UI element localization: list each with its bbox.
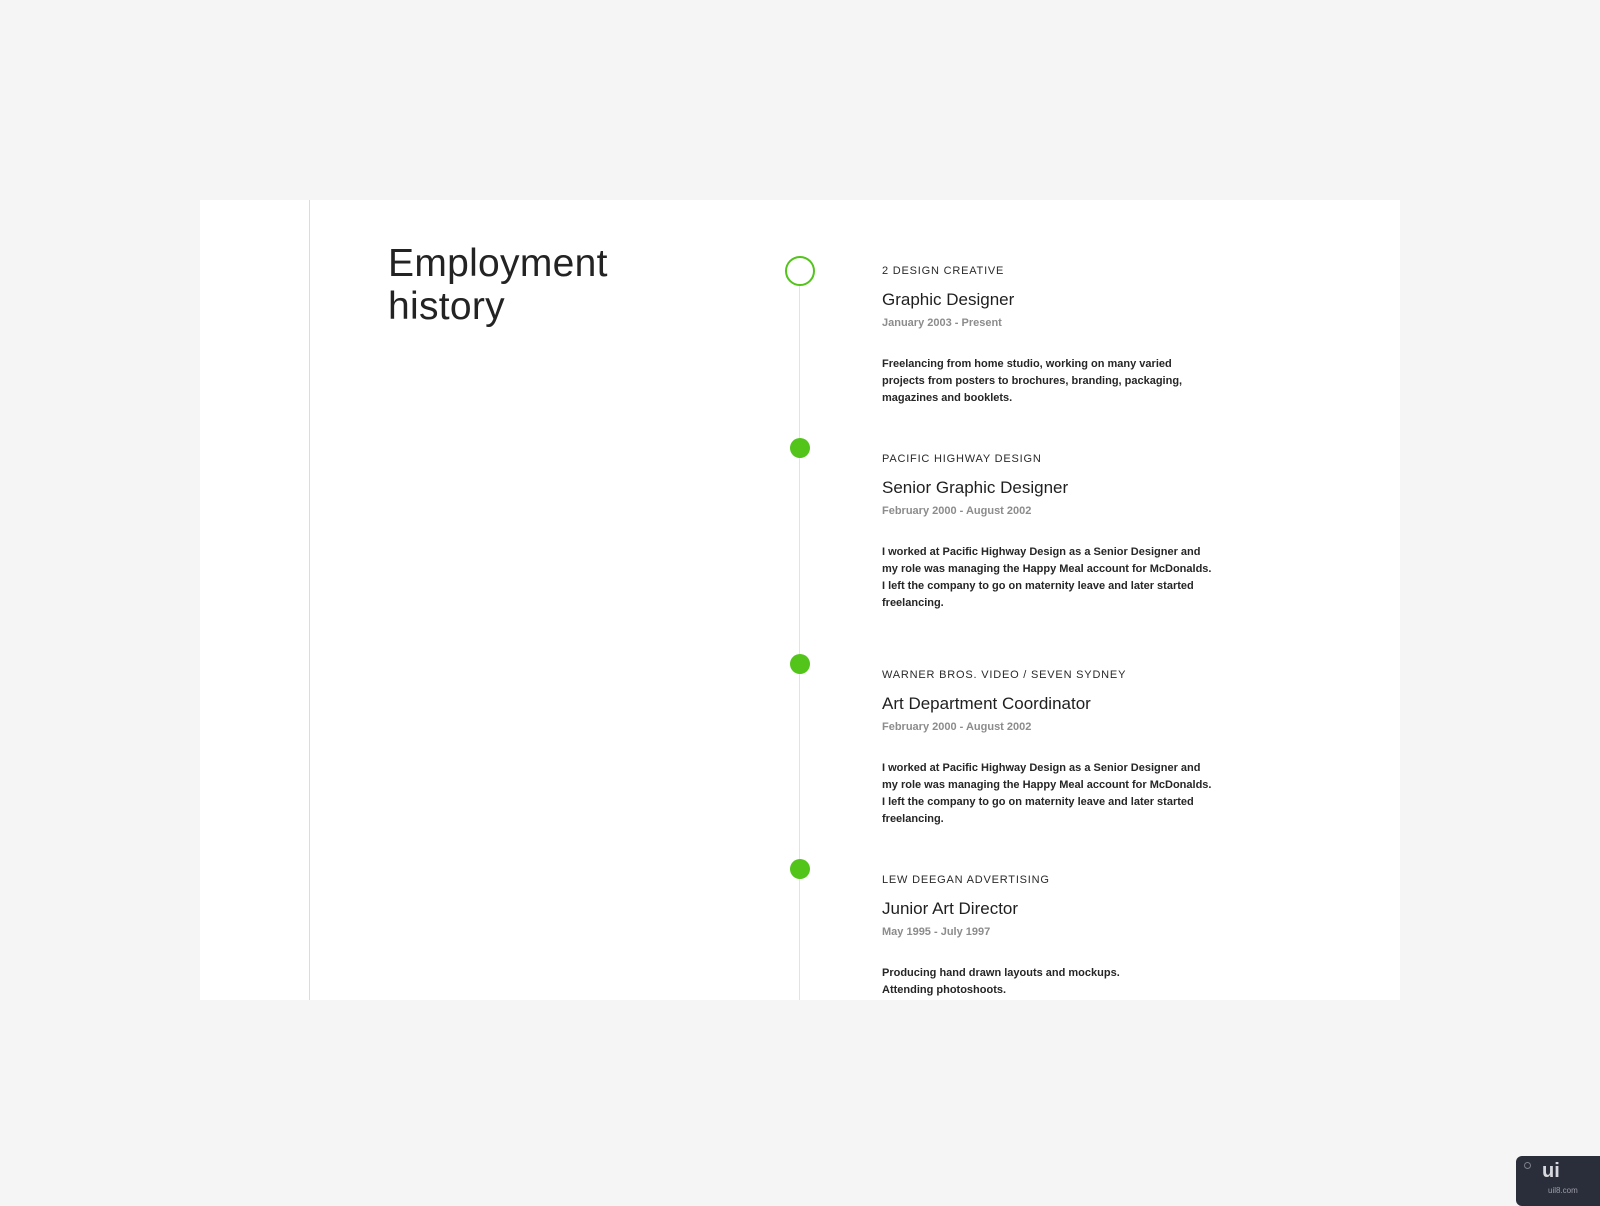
- employment-dates: February 2000 - August 2002: [882, 505, 1032, 517]
- job-title: Senior Graphic Designer: [882, 478, 1069, 497]
- timeline-marker: [790, 859, 810, 879]
- timeline-entry: [882, 452, 1222, 612]
- timeline-marker: [790, 654, 810, 674]
- watermark-url: uil8.com: [1548, 1186, 1578, 1195]
- watermark-badge: [1516, 1156, 1600, 1206]
- vertical-divider: [309, 200, 310, 1000]
- employment-dates: January 2003 - Present: [882, 317, 1002, 329]
- watermark-logo: ui: [1542, 1160, 1560, 1182]
- dot-icon: [1524, 1162, 1531, 1169]
- company-name: WARNER BROS. VIDEO / SEVEN SYDNEY: [882, 669, 1127, 681]
- timeline-entry: [882, 873, 1222, 999]
- job-description: I worked at Pacific Highway Design as a Senior Designer and my role was managing the Happy Meal account for McDonalds. I left the company to go on maternity leave and later started freelancing.: [882, 546, 1212, 609]
- job-title: Junior Art Director: [882, 899, 1019, 918]
- timeline-entry: [882, 264, 1222, 407]
- timeline-marker-current: [785, 256, 815, 286]
- employment-dates: February 2000 - August 2002: [882, 721, 1032, 733]
- company-name: PACIFIC HIGHWAY DESIGN: [882, 453, 1042, 465]
- employment-history-card: [200, 200, 1400, 1000]
- company-name: 2 DESIGN CREATIVE: [882, 265, 1005, 277]
- job-description: I worked at Pacific Highway Design as a Senior Designer and my role was managing the Happy Meal account for McDonalds. I left the company to go on maternity leave and later started freelancing.: [882, 762, 1212, 825]
- job-description: [882, 965, 1214, 999]
- job-description: Freelancing from home studio, working on many varied projects from posters to brochures, branding, packaging, magazines and booklets.: [882, 358, 1183, 404]
- description-line: Attending photoshoots.: [882, 984, 1007, 996]
- description-line: Producing hand drawn layouts and mockups.: [882, 967, 1120, 979]
- job-title: Art Department Coordinator: [882, 694, 1091, 713]
- job-title: Graphic Designer: [882, 290, 1015, 309]
- timeline-line: [799, 280, 800, 1000]
- employment-dates: May 1995 - July 1997: [882, 926, 991, 938]
- section-title: Employment history: [388, 242, 608, 328]
- company-name: LEW DEEGAN ADVERTISING: [882, 874, 1050, 886]
- timeline-marker: [790, 438, 810, 458]
- timeline-entry: [882, 668, 1222, 828]
